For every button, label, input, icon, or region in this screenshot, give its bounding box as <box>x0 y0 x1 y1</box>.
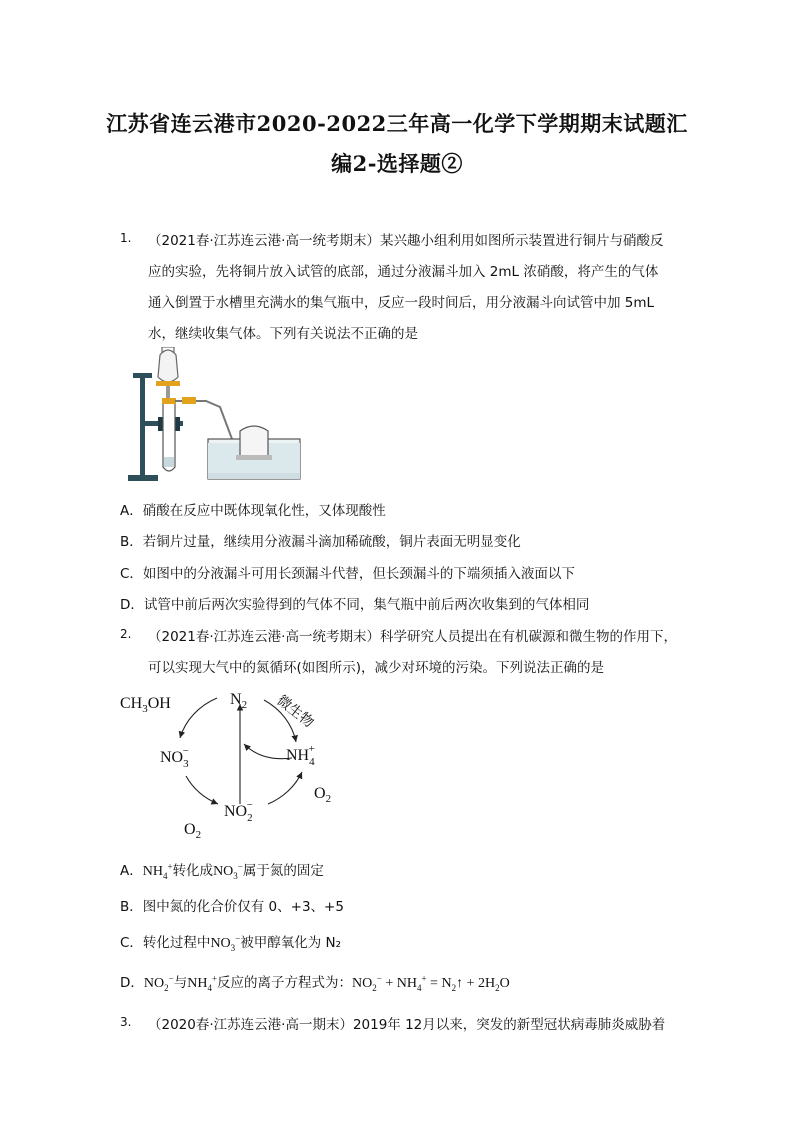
question-1-line-1: （2021春·江苏连云港·高一统考期末）某兴趣小组利用如图所示装置进行铜片与硝酸反 <box>148 233 664 249</box>
question-3-line-1: （2020春·江苏连云港·高一期末）2019年 12月以来，突发的新型冠状病毒肺炎威胁着 <box>148 1017 666 1033</box>
label-nh4: $NH_4+$ <box>286 743 315 768</box>
question-1-option-d: D．试管中前后两次实验得到的气体不同，集气瓶中前后两次收集到的气体相同 <box>120 597 590 613</box>
nitrogen-cycle-diagram <box>112 682 352 842</box>
cycle-arrow-n2-to-no3 <box>180 698 217 738</box>
question-2-number: 2. <box>120 627 132 641</box>
question-2-line-1: （2021春·江苏连云港·高一统考期末）科学研究人员提出在有机碳源和微生物的作用下， <box>148 629 677 645</box>
question-1-option-b: B．若铜片过量，继续用分液漏斗滴加稀硫酸，铜片表面无明显变化 <box>120 534 521 550</box>
arrow-nh4-to-center <box>244 744 292 759</box>
question-2-line-2: 可以实现大气中的氮循环(如图所示)，减少对环境的污染。下列说法正确的是 <box>148 660 605 676</box>
label-o2-right: $O_2$ <box>314 785 332 805</box>
document-title-line2: 编2-选择题② <box>331 151 463 176</box>
label-n2: $N_2$ <box>230 691 248 711</box>
label-no3: $NO_3-$ <box>160 745 189 770</box>
question-3-number: 3. <box>120 1015 132 1029</box>
question-1-line-2: 应的实验，先将铜片放入试管的底部，通过分液漏斗加入 2mL 浓硝酸，将产生的气体 <box>148 264 659 280</box>
question-1-option-a: A．硝酸在反应中既体现氧化性，又体现酸性 <box>120 503 386 519</box>
question-2-option-a: A．$NH_4^+$转化成$NO_3^-$属于氮的固定 <box>120 861 324 881</box>
question-1-option-c: C．如图中的分液漏斗可用长颈漏斗代替，但长颈漏斗的下端须插入液面以下 <box>120 566 575 582</box>
label-no2: $NO_2-$ <box>224 799 253 824</box>
question-2-option-d: D．$NO_2^-$与$NH_4^+$反应的离子方程式为：$NO_2^- + NH_4^+$ = $N_2↑ + 2H_2O$ <box>120 973 510 993</box>
cycle-arrow-no2-to-nh4 <box>268 772 302 804</box>
label-o2-bottom: $O_2$ <box>184 821 202 841</box>
label-microbe: 微生物 <box>273 692 317 732</box>
label-ch3oh: $CH_3OH$ <box>120 695 171 715</box>
document-title-line1: 江苏省连云港市2020-2022三年高一化学下学期期末试题汇 <box>106 111 688 136</box>
question-1-line-3: 通入倒置于水槽里充满水的集气瓶中，反应一段时间后，用分液漏斗向试管中加 5mL <box>148 295 655 311</box>
question-2-option-c: C．转化过程中$NO_3^-$被甲醇氧化为 N₂ <box>120 933 342 953</box>
question-1-number: 1. <box>120 231 132 245</box>
ionic-equation: $NO_2^- + NH_4^+$ = $N_2↑ + 2H_2O$ <box>352 973 510 993</box>
cycle-arrow-no3-to-no2 <box>186 776 218 804</box>
question-2-option-b: B．图中氮的化合价仅有 0、+3、+5 <box>120 899 344 915</box>
lab-apparatus-figure <box>118 347 310 483</box>
question-1-line-4: 水，继续收集气体。下列有关说法不正确的是 <box>148 326 418 342</box>
